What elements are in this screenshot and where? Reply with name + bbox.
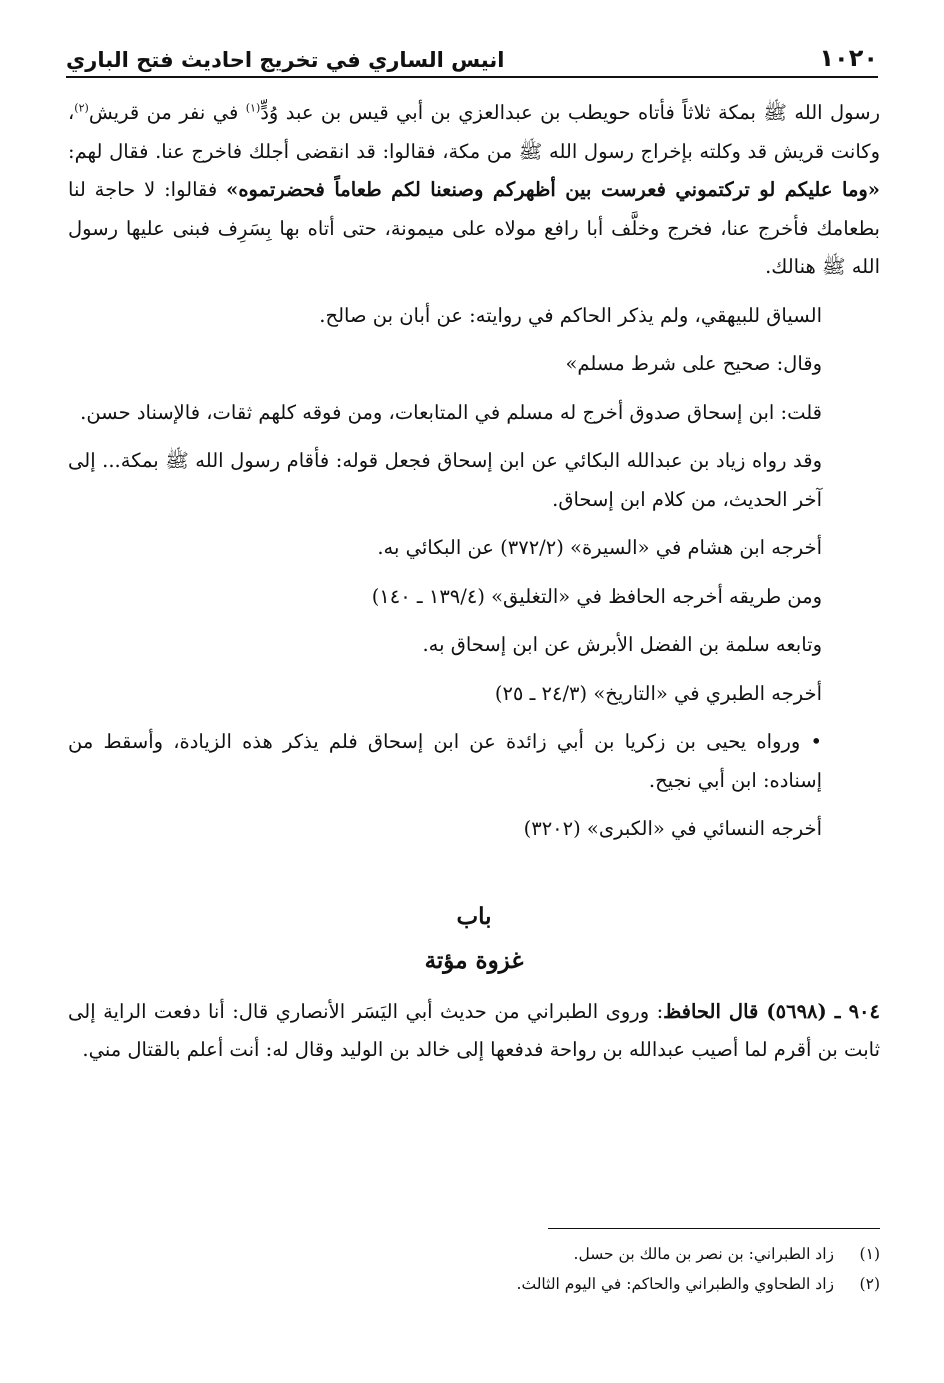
paragraph-context: السياق للبيهقي، ولم يذكر الحاكم في روايته: عن أبان بن صالح. — [319, 303, 822, 327]
footnote-text: زاد الطبراني: بن نصر بن مالك بن حسل. — [573, 1245, 834, 1263]
footnote-marker-2: (٢) — [74, 101, 89, 115]
footnote-number: (٢) — [859, 1275, 880, 1293]
paragraph-comment: قلت: ابن إسحاق صدوق أخرج له مسلم في المتابعات، ومن فوقه كلهم ثقات، فالإسناد حسن. — [80, 400, 822, 424]
paragraph-source-3: وتابعه سلمة بن الفضل الأبرش عن ابن إسحاق به. — [422, 633, 822, 656]
paragraph-source-2: ومن طريقه أخرجه الحافظ في «التغليق» (١٣٩/٤ ـ ١٤٠) — [371, 584, 822, 608]
paragraph-grading: وقال: صحيح على شرط مسلم» — [565, 352, 822, 375]
hadith-number-label: ٩٠٤ ـ (٥٦٩٨) قال الحافظ — [663, 999, 880, 1023]
footnote-item — [68, 1239, 880, 1269]
page-header — [66, 38, 878, 78]
footnote-text: زاد الطحاوي والطبراني والحاكم: في اليوم الثالث. — [516, 1275, 834, 1293]
paragraph-source-4: أخرجه الطبري في «التاريخ» (٢٤/٣ ـ ٢٥) — [494, 681, 822, 705]
quoted-saying: «وما عليكم لو تركتموني فعرست بين أظهركم وصنعنا لكم طعاماً فحضرتموه» — [226, 178, 880, 201]
section-heading-title: غزوة مؤتة — [424, 946, 524, 974]
footnotes — [68, 1228, 880, 1299]
main-text — [68, 94, 880, 1070]
footnote-number: (١) — [859, 1245, 880, 1263]
page-number: ١٠٢٠ — [819, 44, 878, 72]
text-run: ، وكانت قريش قد وكلته بإخراج رسول الله ﷺ من مكة، فقالوا: قد انقضى أجلك فاخرج عنا. فقال لهم: — [68, 101, 880, 163]
paragraph-narration: وقد رواه زياد بن عبدالله البكائي عن ابن إسحاق فجعل قوله: فأقام رسول الله ﷺ بمكة... إلى آخر الحديث، من كلام ابن إسحاق. — [68, 449, 822, 511]
text-run: فقالوا: لا حاجة لنا بطعامك فأخرج عنا، فخرج وخلَّف أبا رافع مولاه على ميمونة، حتى أتاه بها بِسَرِف فبنى عليها رسول الله ﷺ هنالك. — [68, 178, 880, 278]
footnote-item — [68, 1269, 880, 1299]
paragraph-source-1: أخرجه ابن هشام في «السيرة» (٣٧٢/٢) عن البكائي به. — [377, 536, 822, 559]
text-run: في نفر من قريش — [88, 101, 246, 124]
paragraph-hadith-904 — [68, 993, 880, 1070]
paragraph-hadith-text — [68, 94, 880, 287]
text-run: رسول الله ﷺ بمكة ثلاثاً فأتاه حويطب بن عبدالعزي بن أبي قيس بن عبد وُدٍّ — [260, 101, 880, 124]
footnote-marker-1: (١) — [245, 101, 261, 115]
paragraph-variant: • ورواه يحيى بن زكريا بن أبي زائدة عن ابن إسحاق فلم يذكر هذه الزيادة، وأسقط من إسناده: ابن أبي نجيح. — [68, 730, 822, 792]
text-run: : وروى الطبراني من حديث أبي اليَسَر الأنصاري قال: أنا دفعت الراية إلى ثابت بن أقرم لما أصيب عبدالله بن رواحة فدفعها إلى خالد بن الوليد وقال له: أنت أعلم بالقتال مني. — [68, 999, 880, 1061]
running-title: انيس الساري في تخريج احاديث فتح الباري — [66, 48, 505, 72]
paragraph-source-5: أخرجه النسائي في «الكبرى» (٣٢٠٢) — [523, 817, 822, 840]
footnote-divider — [548, 1228, 880, 1229]
section-heading-bab: باب — [456, 902, 492, 930]
